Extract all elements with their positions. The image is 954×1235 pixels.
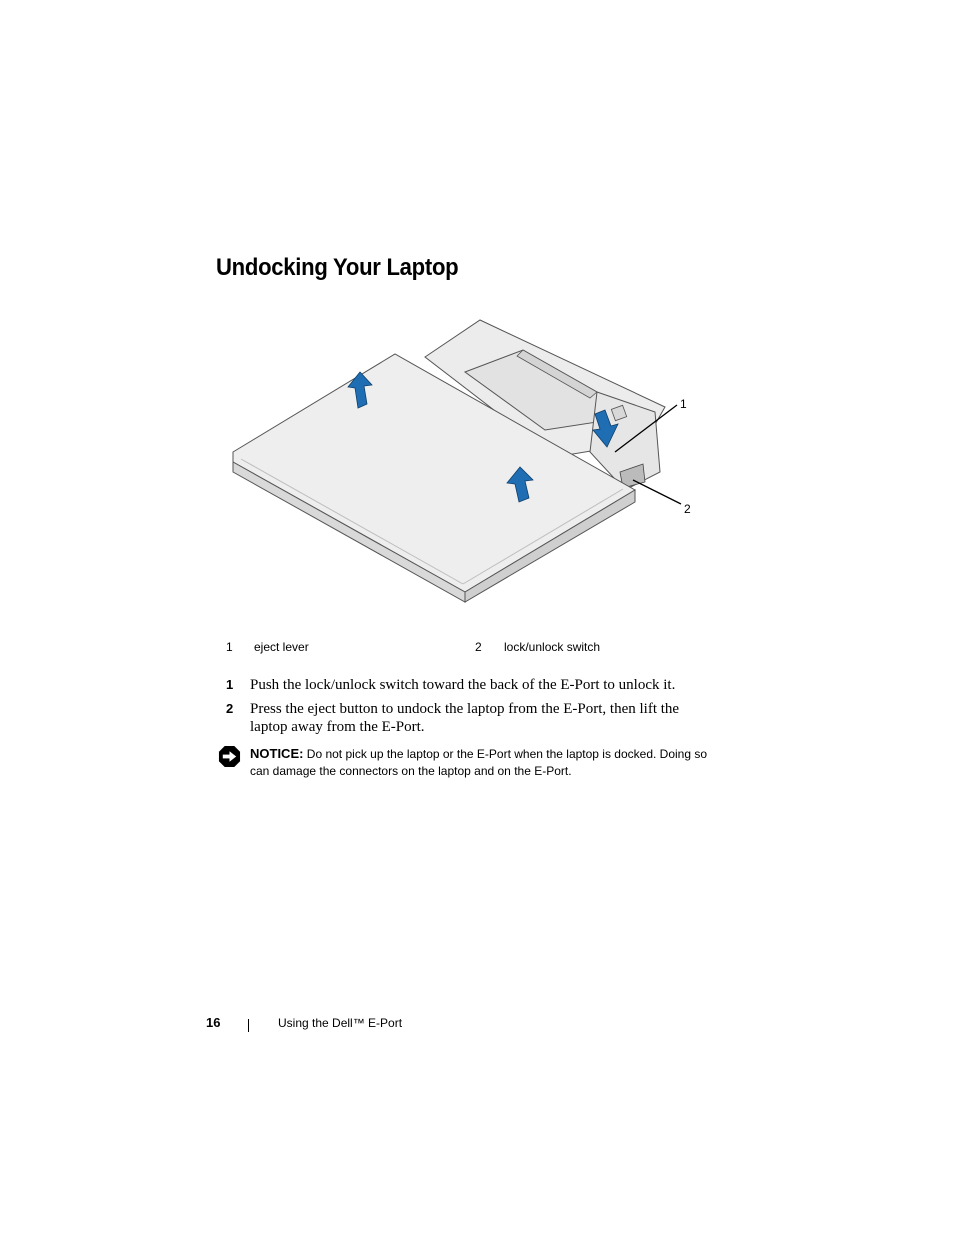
callout-1: 1 (680, 397, 687, 411)
legend-label: lock/unlock switch (504, 640, 601, 654)
notice-box (218, 745, 718, 780)
legend-number: 2 (475, 640, 482, 654)
step-number: 1 (226, 677, 234, 692)
footer-divider (248, 1019, 249, 1032)
step-text: Push the lock/unlock switch toward the back of the E-Port to unlock it. (250, 677, 676, 693)
laptop-undocking-illustration (225, 312, 705, 612)
step-item (226, 700, 726, 736)
step-item (226, 676, 726, 694)
step-text: Press the eject button to undock the laptop from the E-Port, then lift the laptop away from the E-Port. (250, 701, 680, 735)
page-footer (0, 1015, 954, 1035)
notice-text: Do not pick up the laptop or the E-Port when the laptop is docked. Doing so can damage the connectors on the laptop and on the E-Port. (250, 747, 708, 778)
figure-legend (0, 640, 954, 660)
chapter-title: Using the Dell™ E-Port (278, 1016, 403, 1030)
page-title: Undocking Your Laptop (216, 254, 459, 281)
legend-number: 1 (226, 640, 233, 654)
step-number: 2 (226, 701, 234, 716)
callout-2: 2 (684, 502, 691, 516)
page-number: 16 (206, 1015, 221, 1030)
legend-label: eject lever (254, 640, 309, 654)
notice-icon (218, 745, 241, 768)
procedure-steps (226, 676, 726, 742)
notice-label: NOTICE: (250, 746, 304, 761)
